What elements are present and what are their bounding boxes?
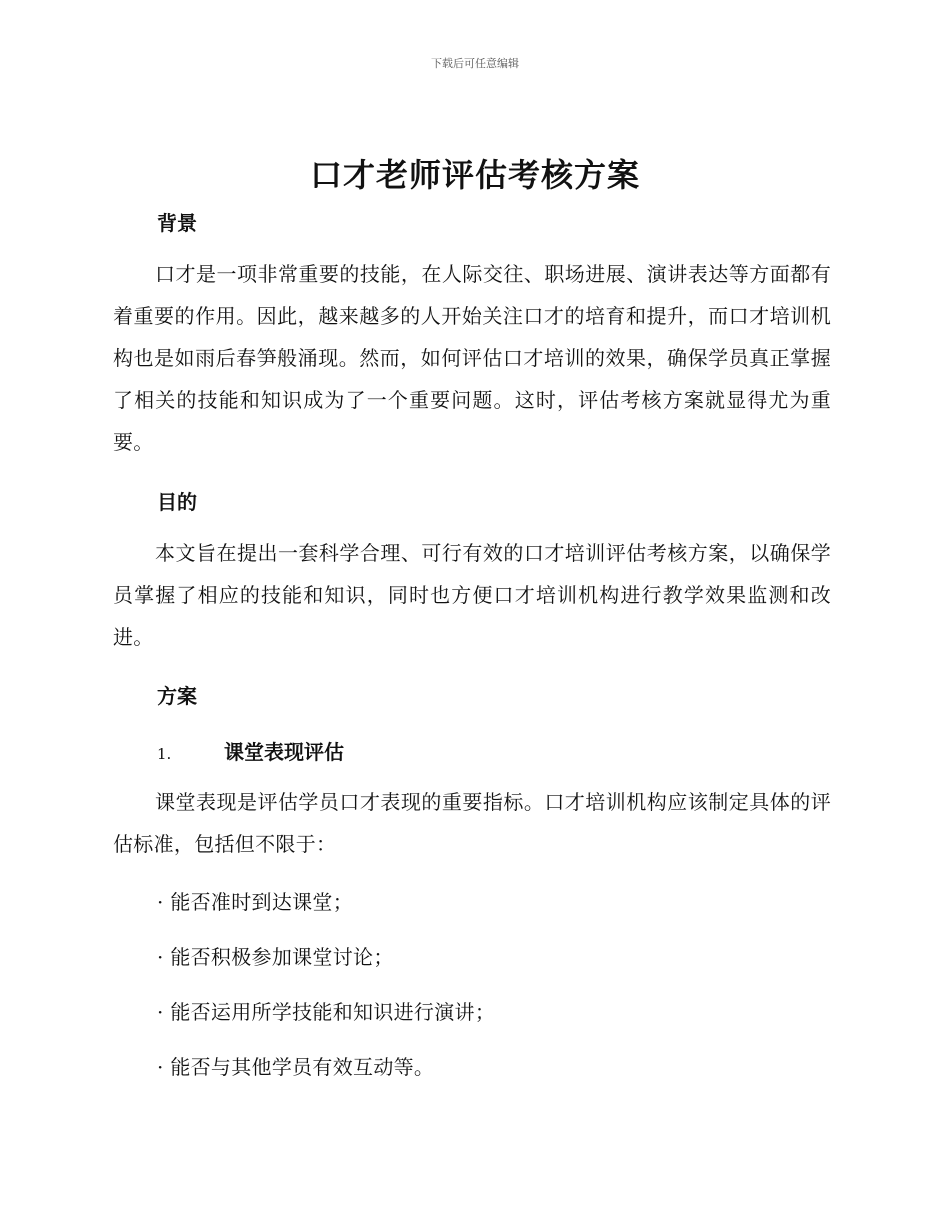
bullet-item: · 能否积极参加课堂讨论； xyxy=(157,945,394,969)
section-heading-background: 背景 xyxy=(157,211,197,235)
bullet-item: · 能否运用所学技能和知识进行演讲； xyxy=(157,1000,496,1024)
section-heading-purpose: 目的 xyxy=(157,490,197,514)
bullet-item: · 能否准时到达课堂； xyxy=(157,890,354,914)
paragraph-classroom: 课堂表现是评估学员口才表现的重要指标。口才培训机构应该制定具体的评估标准，包括但不限于： xyxy=(113,790,831,856)
numbered-heading-classroom xyxy=(157,736,344,765)
document-title: 口才老师评估考核方案 xyxy=(309,156,640,194)
numbered-heading-label: 课堂表现评估 xyxy=(224,740,344,764)
paragraph-purpose: 本文旨在提出一套科学合理、可行有效的口才培训评估考核方案，以确保学员掌握了相应的技能和知识，同时也方便口才培训机构进行教学效果监测和改进。 xyxy=(113,541,831,649)
section-heading-plan: 方案 xyxy=(157,684,197,708)
list-number: 1. xyxy=(157,745,172,763)
paragraph-background: 口才是一项非常重要的技能，在人际交往、职场进展、演讲表达等方面都有着重要的作用。因此，越来越多的人开始关注口才的培育和提升，而口才培训机构也是如雨后春笋般涌现。然而，如何评估口才培训的效果，确保学员真正掌握了相关的技能和知识成为了一个重要问题。这时，评估考核方案就显得尤为重要。 xyxy=(113,262,831,454)
bullet-item: · 能否与其他学员有效互动等。 xyxy=(157,1055,435,1079)
page-header: 下载后可任意编辑 xyxy=(431,57,519,70)
